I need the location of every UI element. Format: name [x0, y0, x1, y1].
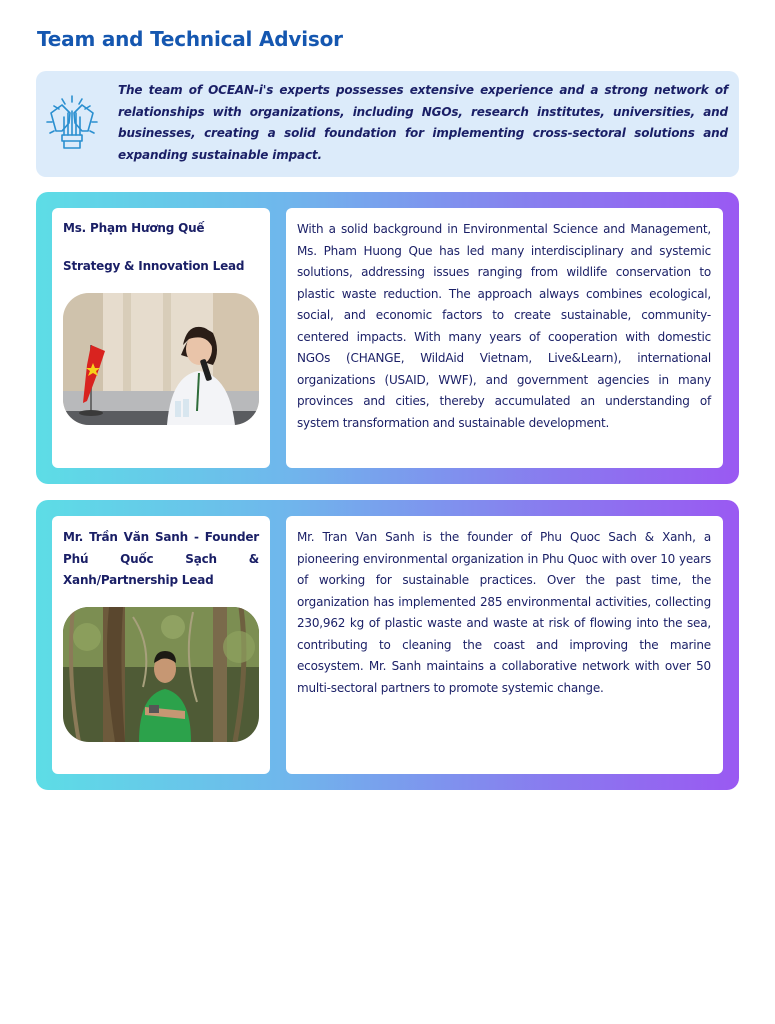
member-name: Ms. Phạm Hương Quế	[63, 221, 205, 235]
member-bio: With a solid background in Environmental Science and Management, Ms. Pham Huong Que has led many interdisciplinary and systemic solutions, addressing issues ranging from wildlife conservation to plastic waste reduction. The approach always combines ecological, social, and economic factors to create sustainable, community-centered impacts. With many years of cooperation with domestic NGOs (CHANGE, WildAid Vietnam, Live&Learn), international organizations (USAID, WWF), and government agencies in many provinces and cities, thereby accumulated an understanding of system transformation and sustainable development.	[297, 222, 711, 430]
intro-box	[36, 71, 739, 177]
member-bio-panel	[286, 516, 723, 774]
member-card	[36, 500, 739, 790]
teamwork-hands-icon	[42, 93, 102, 153]
member-card	[36, 192, 739, 484]
member-name: Mr. Trần Văn Sanh - Founder Phú Quốc Sạch & Xanh/Partnership Lead	[63, 530, 259, 587]
page-title: Team and Technical Advisor	[37, 27, 343, 51]
member-photo	[63, 293, 259, 425]
member-photo	[63, 607, 259, 742]
intro-text: The team of OCEAN-i's experts possesses extensive experience and a strong network of relationships with organizations, including NGOs, research institutes, universities, and businesses, creating a solid foundation for implementing cross-sectoral solutions and expanding sustainable impact.	[118, 83, 728, 162]
member-bio: Mr. Tran Van Sanh is the founder of Phu Quoc Sach & Xanh, a pioneering environmental organization in Phu Quoc with over 10 years of working for sustainable practices. Over the past time, the organization has implemented 285 environmental activities, collecting 230,962 kg of plastic waste and waste at risk of flowing into the sea, contributing to cleaning the coast and improving the marine ecosystem. Mr. Sanh maintains a collaborative network with over 50 multi-sectoral partners to promote systemic change.	[297, 530, 711, 695]
member-role: Strategy & Innovation Lead	[63, 259, 245, 273]
member-profile-panel	[52, 208, 270, 468]
member-profile-panel	[52, 516, 270, 774]
member-bio-panel	[286, 208, 723, 468]
